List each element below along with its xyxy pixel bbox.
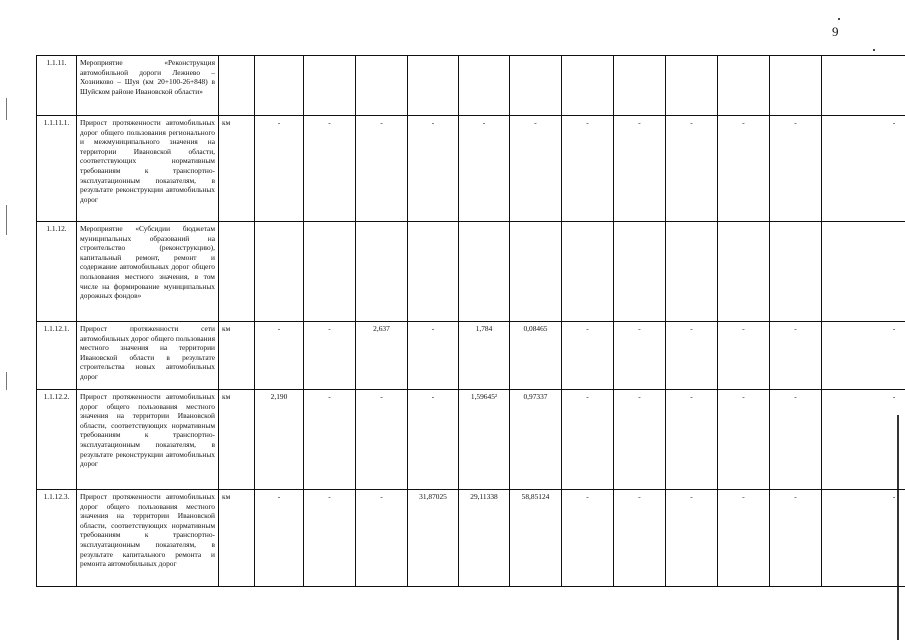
row-value: - bbox=[614, 322, 666, 390]
row-value: 31,87025 bbox=[408, 490, 459, 587]
row-value: - bbox=[356, 116, 408, 222]
row-value: 1,784 bbox=[459, 322, 510, 390]
row-value bbox=[562, 56, 614, 116]
row-value: - bbox=[822, 322, 905, 390]
scan-edge-mark bbox=[6, 98, 7, 120]
row-value: - bbox=[666, 490, 718, 587]
row-value: - bbox=[770, 116, 822, 222]
scan-speck bbox=[873, 49, 875, 51]
row-value: - bbox=[718, 490, 770, 587]
row-value: - bbox=[255, 116, 304, 222]
row-value: - bbox=[304, 322, 356, 390]
row-value: - bbox=[408, 116, 459, 222]
row-value bbox=[718, 56, 770, 116]
row-value: - bbox=[408, 322, 459, 390]
row-value: - bbox=[562, 322, 614, 390]
row-value bbox=[459, 56, 510, 116]
row-unit: км bbox=[219, 390, 255, 490]
row-value: - bbox=[510, 116, 562, 222]
row-value: - bbox=[459, 116, 510, 222]
row-value: - bbox=[562, 116, 614, 222]
row-value: 2,190 bbox=[255, 390, 304, 490]
row-name: Прирост протяженности автомобильных дорог общего пользования регионального и межмуниципального значения на территории Ивановской области, соответствующих нормативным требованиям к транспортно-эксплуатационным показателям, в результате реконструкции автомобильных дорог bbox=[77, 116, 219, 222]
scan-edge-mark bbox=[6, 205, 7, 235]
table-row bbox=[37, 490, 905, 587]
row-value: - bbox=[718, 390, 770, 490]
row-value: - bbox=[770, 390, 822, 490]
row-value bbox=[666, 56, 718, 116]
row-value bbox=[304, 222, 356, 322]
row-value: - bbox=[255, 490, 304, 587]
row-value: - bbox=[666, 116, 718, 222]
row-value bbox=[408, 222, 459, 322]
row-value: - bbox=[718, 322, 770, 390]
row-value: - bbox=[562, 490, 614, 587]
row-code: 1.1.11.1. bbox=[37, 116, 77, 222]
row-value bbox=[356, 222, 408, 322]
row-value bbox=[822, 56, 905, 116]
row-name: Прирост протяженности сети автомобильных дорог общего пользования местного значения на территории Ивановской области в результате строительства новых автомобильных дорог bbox=[77, 322, 219, 390]
row-code: 1.1.12.3. bbox=[37, 490, 77, 587]
row-value bbox=[304, 56, 356, 116]
row-value: 0,97337 bbox=[510, 390, 562, 490]
row-value: 1,59645² bbox=[459, 390, 510, 490]
row-value bbox=[510, 56, 562, 116]
row-value: 58,85124 bbox=[510, 490, 562, 587]
row-value bbox=[666, 222, 718, 322]
row-value: - bbox=[255, 322, 304, 390]
row-value: - bbox=[822, 490, 905, 587]
row-unit: км bbox=[219, 322, 255, 390]
row-value bbox=[614, 56, 666, 116]
scan-speck bbox=[838, 18, 840, 20]
row-unit: км bbox=[219, 116, 255, 222]
row-value: - bbox=[822, 390, 905, 490]
row-value bbox=[770, 56, 822, 116]
row-value: - bbox=[666, 390, 718, 490]
row-unit bbox=[219, 56, 255, 116]
row-value bbox=[614, 222, 666, 322]
row-value: - bbox=[408, 390, 459, 490]
row-name: Прирост протяженности автомобильных дорог общего пользования местного значения на территории Ивановской области, соответствующих нормативным требованиям к транспортно-эксплуатационным показателям, в результате реконструкции автомобильных дорог bbox=[77, 390, 219, 490]
table-row bbox=[37, 56, 905, 116]
row-value: - bbox=[614, 116, 666, 222]
row-value bbox=[562, 222, 614, 322]
row-value bbox=[510, 222, 562, 322]
row-value: - bbox=[822, 116, 905, 222]
row-value: - bbox=[666, 322, 718, 390]
table-row bbox=[37, 322, 905, 390]
row-name: Мероприятие «Субсидии бюджетам муниципальных образований на строительство (реконструкцию), капитальный ремонт, ремонт и содержание автомобильных дорог общего пользования местного значения, в том числе на формирование муниципальных дорожных фондов» bbox=[77, 222, 219, 322]
row-value: - bbox=[614, 490, 666, 587]
table-row bbox=[37, 116, 905, 222]
row-value bbox=[408, 56, 459, 116]
row-value: - bbox=[718, 116, 770, 222]
row-value: - bbox=[770, 322, 822, 390]
row-value: - bbox=[614, 390, 666, 490]
row-value bbox=[255, 222, 304, 322]
page-number: 9 bbox=[832, 24, 839, 39]
row-code: 1.1.12. bbox=[37, 222, 77, 322]
row-value: - bbox=[304, 116, 356, 222]
indicator-table bbox=[36, 55, 905, 587]
row-unit: км bbox=[219, 490, 255, 587]
table-row bbox=[37, 222, 905, 322]
row-value: - bbox=[304, 490, 356, 587]
row-value: 0,08465 bbox=[510, 322, 562, 390]
row-value bbox=[822, 222, 905, 322]
row-value bbox=[718, 222, 770, 322]
row-code: 1.1.11. bbox=[37, 56, 77, 116]
row-value: 29,11338 bbox=[459, 490, 510, 587]
row-value: - bbox=[562, 390, 614, 490]
row-value bbox=[255, 56, 304, 116]
row-value bbox=[356, 56, 408, 116]
row-value: - bbox=[356, 490, 408, 587]
table-row bbox=[37, 390, 905, 490]
row-value: - bbox=[356, 390, 408, 490]
row-name: Прирост протяженности автомобильных дорог общего пользования местного значения на территории Ивановской области, соответствующих нормативным требованиям к транспортно-эксплуатационным показателям, в результате капитального ремонта и ремонта автомобильных дорог bbox=[77, 490, 219, 587]
row-unit bbox=[219, 222, 255, 322]
row-name: Мероприятие «Реконструкция автомобильной дороги Лежнево – Хозниково – Шуя (км 20+100-26+848) в Шуйском районе Ивановской области» bbox=[77, 56, 219, 116]
row-value: - bbox=[770, 490, 822, 587]
row-value: 2,637 bbox=[356, 322, 408, 390]
row-value: - bbox=[304, 390, 356, 490]
row-code: 1.1.12.1. bbox=[37, 322, 77, 390]
scan-edge-mark bbox=[6, 372, 7, 390]
row-value bbox=[459, 222, 510, 322]
row-value bbox=[770, 222, 822, 322]
row-code: 1.1.12.2. bbox=[37, 390, 77, 490]
